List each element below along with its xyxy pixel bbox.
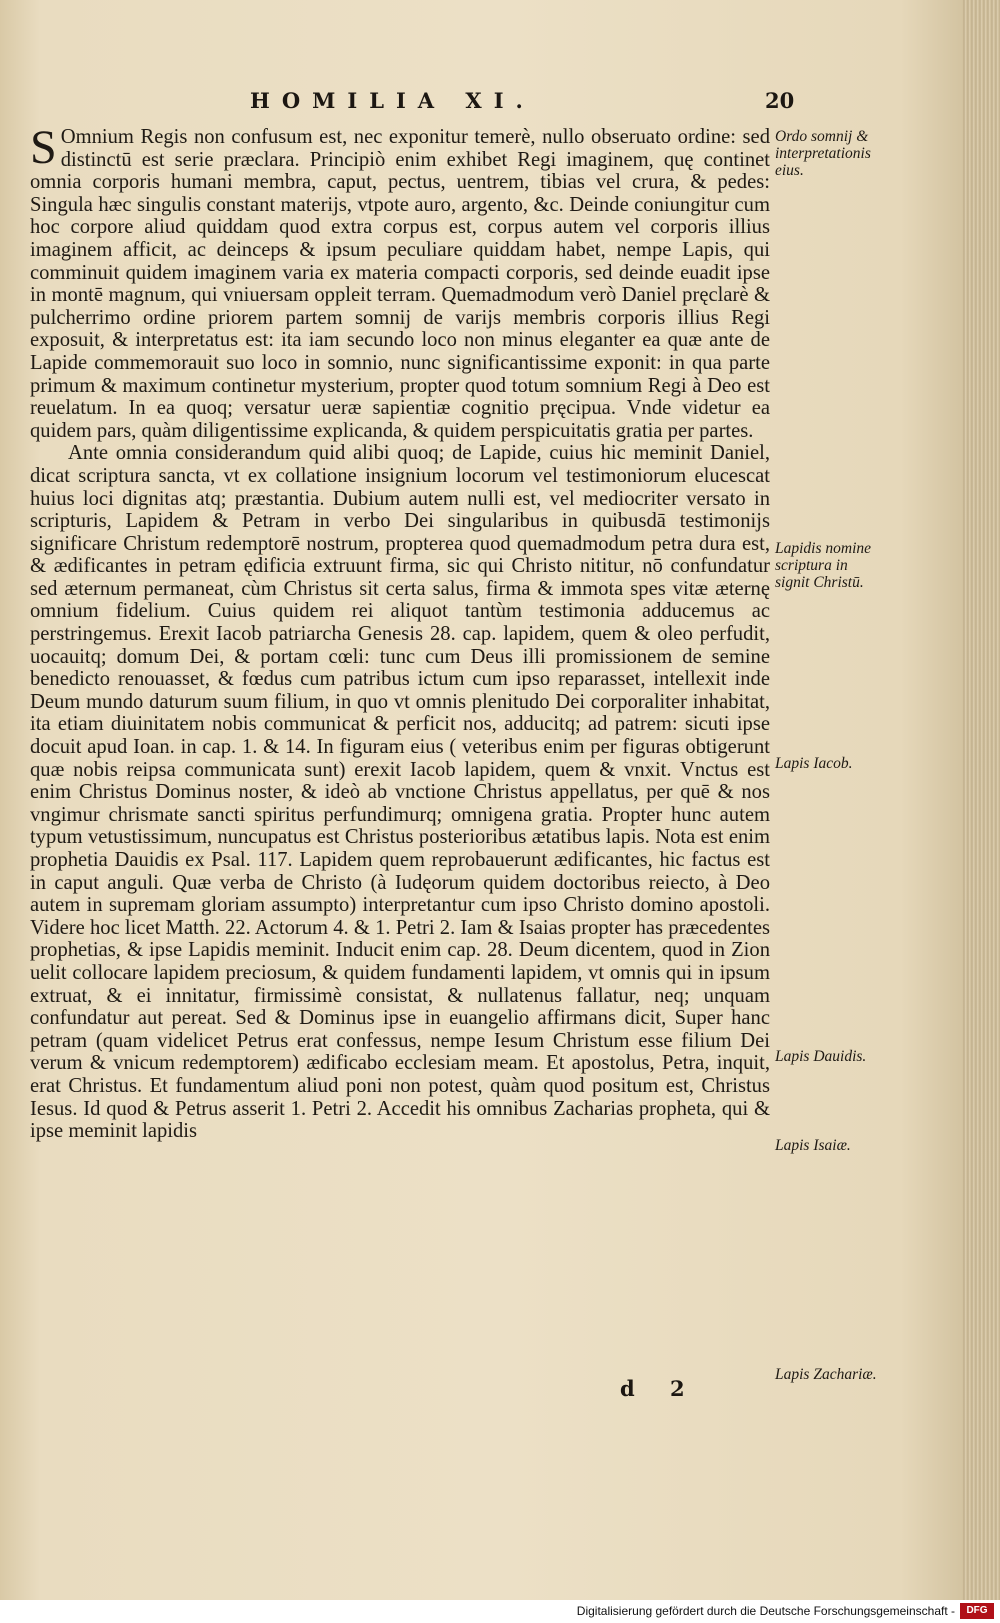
running-title: HOMILIA XI. (250, 88, 535, 113)
footer-bar (0, 1600, 1000, 1623)
marginal-note-lapis-dauidis: Lapis Dauidis. (775, 1048, 867, 1065)
marginal-note-ordo: Ordo somnij & interpretationis eius. (775, 128, 871, 179)
marginal-note-lapis-isaiae: Lapis Isaiæ. (775, 1137, 851, 1154)
marginal-note-lapis-iacob: Lapis Iacob. (775, 755, 853, 772)
dfg-logo[interactable]: DFG (960, 1603, 994, 1619)
paragraph-2: Ante omnia considerandum quid alibi quoq; de Lapide, cuius hic meminit Daniel, dicat scriptura sancta, vt ex collatione insignium locorum vel testimoniorum elucescat huius loci dignitas atq; præstantia. Dubium autem nulli est, vel mediocriter versato in scripturis, Lapidem & Petram in verbo Dei singularibus in quibusdā testimonijs significare Christum redemptorē nostrum, propterea quod quemadmodum petra dura est, & ædificantes in petram ędificia extruunt firma, sic qui Christo nititur, nō confundatur sed æternum permaneat, cùm Christus sit certa salus, firma & immota spes vitæ æternę omnium fidelium. Cuius quidem rei aliquot tantùm testimonia adducemus ac perstringemus. Erexit Iacob patriarcha Genesis 28. cap. lapidem, quem & oleo perfudit, uocauitq; domum Dei, & portam cœli: tunc cum Deus illi promissionem de semine benedicto renouasset, & fœdus cum patribus ictum cum ipso reparasset, intellexit inde Deum mundo daturum suum filium, in quo vt omnis plenitudo Dei corporaliter inhabitat, ita etiam diuinitatem nobis communicat & perficit nos, adducitq; ad patrem: sicuti ipse docuit apud Ioan. in cap. 1. & 14. In figuram eius ( veteribus enim per figuras obtigerunt quæ nobis reipsa communicata sunt) erexit Iacob lapidem, quem & vnxit. Vnctus est enim Christus Dominus noster, & ideò ab vnctione Christus appellatus, per quē & nos vngimur chrismate sancti spiritus perfundimurq; omnigena gratia. Propter hunc autem typum vetustissimum, nuncupatus est Christus posterioribus ætatibus lapis. Nota est enim prophetia Dauidis ex Psal. 117. Lapidem quem reprobauerunt ædificantes, hic factus est in caput anguli. Quæ verba de Christo (à Iudęorum quidem doctoribus reiecto, à Deo autem in supremam gloriam assumpto) interpretantur cum ipso Christo domino apostoli. Videre hoc licet Matth. 22. Actorum 4. & 1. Petri 2. Iam & Isaias propter has præcedentes prophetias, & ipse Lapidis meminit. Inducit enim cap. 28. Deum dicentem, quod in Zion uelit collocare lapidem preciosum, & quidem fundamenti lapidem, vt omnis qui in ipsum extruat, & ei innitatur, firmissimè consistat, & nullatenus fallatur, neq; unquam confundatur aut pereat. Sed & Dominus ipse in euangelio affirmans dicit, Super hanc petram (quam videlicet Petrus erat confessus, nempe Iesum Christum esse filium Dei verum & vnicum redemptorem) ædificabo ecclesiam meam. Et apostolus, Petra, inquit, erat Christus. Et fundamentum aliud poni non potest, quàm quod positum est, Christus Iesus. Id quod & Petrus asserit 1. Petri 2. Accedit his omnibus Zacharias propheta, qui & ipse meminit lapidis (30, 442, 770, 1143)
paragraph-1-text: Omnium Regis non confusum est, nec exponitur temerè, nullo obseruato ordine: sed distinctū est serie præclara. Principiò enim exhibet Regi imaginem, quę continet omnia corporis humani membra, caput, pectus, uentrem, tibias vel crura, & pedes: Singula hæc singulis constant materijs, vtpote auro, argento, &c. Deinde coniungitur cum hoc corpore aliud quiddam quod extra corpus est, corpus autem vel corporis illius imaginem afficit, ac deinceps & ipsum peculiare quiddam habet, nempe Lapis, qui comminuit quidem imaginem varia ex materia compacti corporis, sed deinde euadit ipse in montē magnum, qui vniuersam oppleit terram. Quemadmodum verò Daniel pręclarè & pulcherrimo ordine priorem partem somnij de varijs membris corporis illius Regi exposuit, & interpretatus est: ita iam secundo loco non minus eleganter ea quæ ante de Lapide commemorauit suo loco in somnio, nunc significantissime exponit: in qua parte primum & maximum continetur mysterium, propter quod totum somnium Regi à Deo est reuelatum. In ea quoq; versatur ueræ sapientiæ cognitio pręcipua. Vnde videtur ea quidem pars, quàm diligentissime explicanda, & quidem perspicuitatis gratia per partes. (30, 126, 770, 442)
signature-mark: d 2 (620, 1376, 699, 1401)
marginal-note-lapis-zachariae: Lapis Zachariæ. (775, 1366, 877, 1383)
paragraph-1 (30, 121, 770, 442)
marginal-note-lapidis-nomine: Lapidis nomine scriptura in signit Christū. (775, 540, 872, 591)
footer-credit: Digitalisierung gefördert durch die Deutsche Forschungsgemeinschaft - (576, 1604, 955, 1618)
drop-capital: S (30, 121, 57, 174)
page-number: 20 (765, 88, 795, 113)
main-text-block (30, 121, 770, 1143)
page-edge (962, 0, 1000, 1600)
